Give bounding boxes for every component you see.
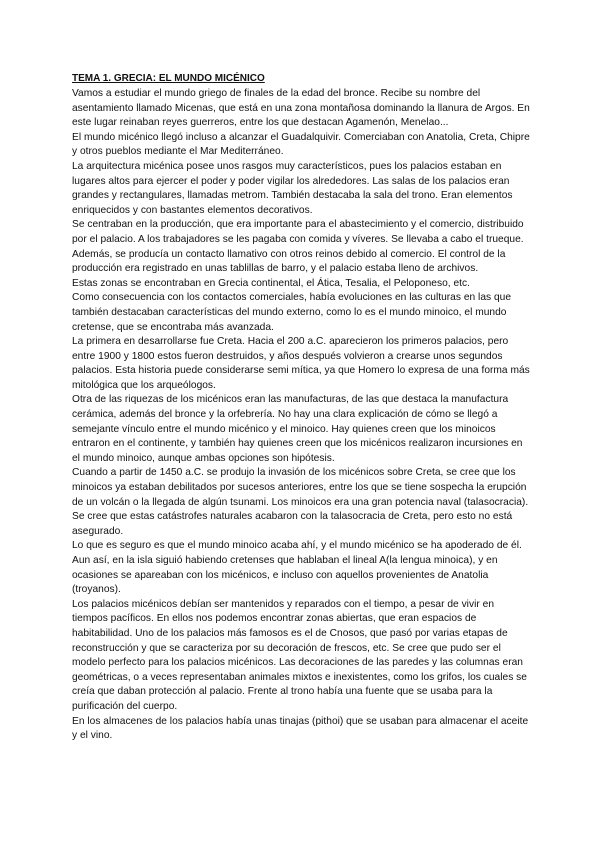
paragraph-crete-palaces: La primera en desarrollarse fue Creta. Hacia el 200 a.C. aparecieron los primeros palacios, pero entre 1900 y 1800 estos fueron destruidos, y años después volvieron a crearse unos segundos palacios. Esta historia puede considerarse semi mítica, ya que Homero lo expresa de una forma más mitológica que los arqueólogos. (72, 336, 530, 391)
paragraph-palaces-maintenance: Los palacios micénicos debían ser mantenidos y reparados con el tiempo, a pesar de vivir en tiempos pacíficos. En ellos nos podemos encontrar zonas abiertas, que eran espacios de habitabilidad. Uno de los palacios más famosos es el de Cnosos, que pasó por varias etapas de reconstrucción y que se caracteriza por su decoración de frescos, etc. Se cree que pudo ser el modelo perfecto para los palacios micénicos. Las decoraciones de las paredes y las columnas eran geométricas, o a veces representaban animales mixtos e inexistentes, como los grifos, los cuales se creía que daban protección al palacio. Frente al trono había una fuente que se usaba para la purificación del cuerpo. (72, 598, 527, 712)
paragraph-manufactures: Otra de las riquezas de los micénicos eran las manufacturas, de las que destaca la manufactura cerámica, además del bronce y la orfebrería. No hay una clara explicación de cómo se llegó a semejante vínculo entre el mundo micénico y el minoico. Hay quienes creen que los minoicos entraron en el continente, y también hay quienes creen que los micénicos realizaron incursiones en el mundo minoico, aunque ambas opciones son hipótesis. (72, 394, 523, 464)
paragraph-invasion-crete: Cuando a partir de 1450 a.C. se produjo la invasión de los micénicos sobre Creta, se cree que los minoicos ya estaban debilitados por sucesos anteriores, entre los que se tiene sospecha la erupción de un volcán o la llegada de algún tsunami. Los minoicos era una gran potencia naval (talasocracia). Se cree que estas catástrofes naturales acabaron con la talasocracia de Creta, pero esto no está asegurado. (72, 467, 529, 537)
paragraph-guadalquivir-trade: El mundo micénico llegó incluso a alcanzar el Guadalquivir. Comerciaban con Anatolia, Creta, Chipre y otros pueblos mediante el Mar Mediterráneo. (72, 131, 530, 158)
paragraph-commercial-contacts: Como consecuencia con los contactos comerciales, había evoluciones en las culturas en las que también destacaban características del mundo externo, como lo es el mundo minoico, el mundo cretense, que se encontraba más avanzada. (72, 292, 512, 333)
document-title: TEMA 1. GRECIA: EL MUNDO MICÉNICO (72, 73, 265, 84)
paragraph-locations: Estas zonas se encontraban en Grecia continental, el Ática, Tesalia, el Peloponeso, etc. (72, 277, 470, 289)
paragraph-minoan-end: Lo que es seguro es que el mundo minoico acaba ahí, y el mundo micénico se ha apoderado de él. Aun así, en la isla siguió habiendo cretenses que hablaban el lineal A(la lengua minoica), y en ocasiones se apareaban con los micénicos, e incluso con aquellos provenientes de Anatolia (troyanos). (72, 540, 522, 596)
paragraph-storage: En los almacenes de los palacios había unas tinajas (pithoi) que se usaban para almacenar el aceite y el vino. (72, 715, 529, 742)
paragraph-micenas-intro: Vamos a estudiar el mundo griego de finales de la edad del bronce. Recibe su nombre del asentamiento llamado Micenas, que está en una zona montañosa dominando la llanura de Argos. En este lugar reinaban reyes guerreros, entre los que destacan Agamenón, Menelao... (72, 88, 530, 129)
paragraph-architecture: La arquitectura micénica posee unos rasgos muy característicos, pues los palacios estaban en lugares altos para ejercer el poder y poder vigilar los alrededores. Las salas de los palacios eran grandes y rectangulares, llamadas metrom. También destacaba la sala del trono. Eran elementos enriquecidos y con bastantes elementos decorativos. (72, 160, 513, 216)
paragraph-production: Se centraban en la producción, que era importante para el abastecimiento y el comercio, distribuido por el palacio. A los trabajadores se les pagaba con comida y víveres. Se llevaba a cabo el trueque. Además, se producía un contacto llamativo con otros reinos debido al comercio. El control de la producción era registrado en unas tablillas de barro, y el palacio estaba lleno de archivos. (72, 219, 524, 275)
